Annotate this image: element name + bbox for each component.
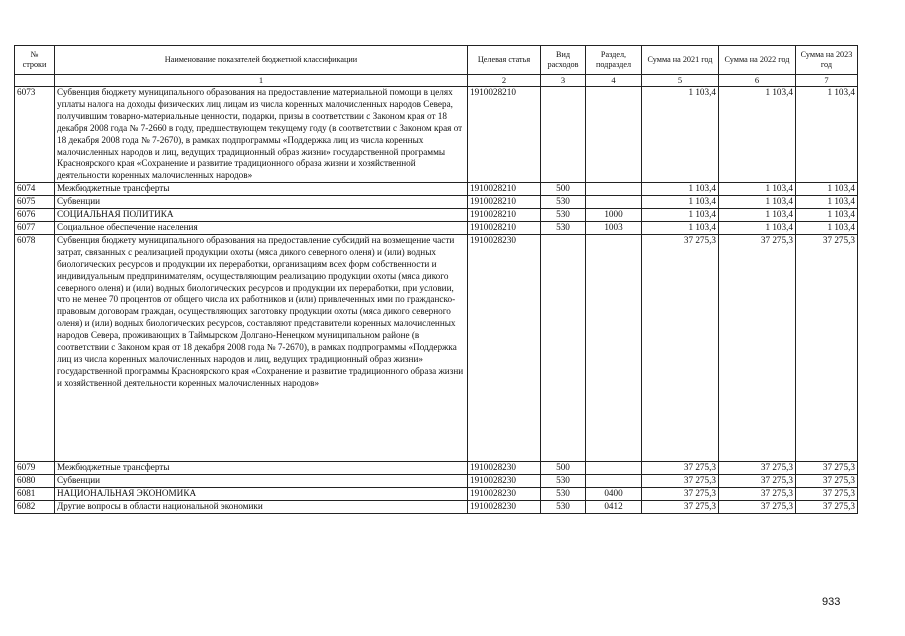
sum-2022: 37 275,3 bbox=[719, 487, 796, 500]
target-article: 1910028210 bbox=[468, 221, 541, 234]
header-row-number: № строки bbox=[15, 46, 55, 75]
target-article: 1910028230 bbox=[468, 500, 541, 513]
sum-2023: 37 275,3 bbox=[796, 500, 858, 513]
column-number bbox=[15, 75, 55, 87]
sum-2023: 1 103,4 bbox=[796, 209, 858, 222]
sum-2022: 37 275,3 bbox=[719, 474, 796, 487]
indicator-name: Социальное обеспечение населения bbox=[55, 221, 468, 234]
indicator-name: НАЦИОНАЛЬНАЯ ЭКОНОМИКА bbox=[55, 487, 468, 500]
table-row bbox=[15, 474, 858, 487]
indicator-name: Субвенция бюджету муниципального образования на предоставление субсидий на возмещение части затрат, связанных с реализацией продукции охоты (мяса дикого северного оленя) и (или) водных биологических ресурсов и продукции их переработки, организациям всех форм собственности и индивидуальным предпринимателям, осуществляющим реализацию продукции охоты (мяса дикого северного оленя) и (или) водных биологических ресурсов и продукции их переработки, при условии, что не менее 70 процентов от общего числа их работников и (или) привлеченных ими по гражданско-правовым договорам граждан, осуществляющих заготовку продукции охоты (мяса дикого северного оленя) и (или) водных биологических ресурсов, составляют представители коренных малочисленных народов Севера, проживающих в Таймырском Долгано-Ненецком муниципальном районе (в соответствии с Законом края от 18 декабря 2008 года № 7-2670), в рамках подпрограммы «Поддержка лиц из числа коренных малочисленных народов и лиц, ведущих традиционный образ жизни» государственной программы Красноярского края «Сохранение и развитие традиционного образа жизни и хозяйственной деятельности коренных малочисленных народов» bbox=[55, 234, 468, 461]
target-article: 1910028230 bbox=[468, 461, 541, 474]
table-row bbox=[15, 221, 858, 234]
sum-2022: 1 103,4 bbox=[719, 196, 796, 209]
row-number: 6082 bbox=[15, 500, 55, 513]
sum-2021: 37 275,3 bbox=[642, 234, 719, 461]
indicator-name: Межбюджетные трансферты bbox=[55, 461, 468, 474]
target-article: 1910028210 bbox=[468, 196, 541, 209]
header-row bbox=[15, 46, 858, 75]
indicator-name: Субвенции bbox=[55, 474, 468, 487]
sum-2023: 37 275,3 bbox=[796, 474, 858, 487]
target-article: 1910028230 bbox=[468, 474, 541, 487]
section-code bbox=[586, 474, 642, 487]
sum-2021: 1 103,4 bbox=[642, 209, 719, 222]
table-row bbox=[15, 500, 858, 513]
header-sum-2023: Сумма на 2023 год bbox=[796, 46, 858, 75]
sum-2021: 37 275,3 bbox=[642, 461, 719, 474]
row-number: 6081 bbox=[15, 487, 55, 500]
indicator-name: Межбюджетные трансферты bbox=[55, 183, 468, 196]
table-row bbox=[15, 183, 858, 196]
row-number: 6075 bbox=[15, 196, 55, 209]
table-row bbox=[15, 209, 858, 222]
column-number-row bbox=[15, 75, 858, 87]
indicator-name: Другие вопросы в области национальной экономики bbox=[55, 500, 468, 513]
section-code bbox=[586, 183, 642, 196]
expense-type: 500 bbox=[541, 183, 586, 196]
row-number: 6078 bbox=[15, 234, 55, 461]
row-number: 6074 bbox=[15, 183, 55, 196]
section-code bbox=[586, 196, 642, 209]
row-number: 6079 bbox=[15, 461, 55, 474]
sum-2023: 1 103,4 bbox=[796, 221, 858, 234]
column-number: 6 bbox=[719, 75, 796, 87]
sum-2023: 37 275,3 bbox=[796, 234, 858, 461]
row-number: 6073 bbox=[15, 87, 55, 183]
row-number: 6080 bbox=[15, 474, 55, 487]
indicator-name: Субвенция бюджету муниципального образования на предоставление материальной помощи в целях уплаты налога на доходы физических лиц лицам из числа коренных малочисленных народов Севера, получившим товарно-материальные ценности, подарки, призы в соответствии с Законом края от 18 декабря 2008 года № 7-2660 в году, предшествующем текущему году (в соответствии с Законом края от 18 декабря 2008 года № 7-2670), в рамках подпрограммы «Поддержка лиц из числа коренных малочисленных народов и лиц, ведущих традиционный образ жизни» государственной программы Красноярского края «Сохранение и развитие традиционного образа жизни и хозяйственной деятельности коренных малочисленных народов» bbox=[55, 87, 468, 183]
sum-2021: 37 275,3 bbox=[642, 474, 719, 487]
sum-2022: 37 275,3 bbox=[719, 500, 796, 513]
row-number: 6077 bbox=[15, 221, 55, 234]
section-code: 0400 bbox=[586, 487, 642, 500]
header-section: Раздел, подраздел bbox=[586, 46, 642, 75]
section-code bbox=[586, 87, 642, 183]
sum-2022: 37 275,3 bbox=[719, 461, 796, 474]
sum-2021: 1 103,4 bbox=[642, 196, 719, 209]
header-sum-2022: Сумма на 2022 год bbox=[719, 46, 796, 75]
table-row bbox=[15, 87, 858, 183]
target-article: 1910028230 bbox=[468, 234, 541, 461]
table-row bbox=[15, 487, 858, 500]
indicator-name: СОЦИАЛЬНАЯ ПОЛИТИКА bbox=[55, 209, 468, 222]
header-target-article: Целевая статья bbox=[468, 46, 541, 75]
page-number: 933 bbox=[822, 596, 841, 608]
row-number: 6076 bbox=[15, 209, 55, 222]
table-row bbox=[15, 461, 858, 474]
column-number: 1 bbox=[55, 75, 468, 87]
header-sum-2021: Сумма на 2021 год bbox=[642, 46, 719, 75]
table-row bbox=[15, 234, 858, 461]
section-code: 1003 bbox=[586, 221, 642, 234]
sum-2021: 37 275,3 bbox=[642, 487, 719, 500]
sum-2023: 1 103,4 bbox=[796, 183, 858, 196]
section-code: 1000 bbox=[586, 209, 642, 222]
target-article: 1910028210 bbox=[468, 87, 541, 183]
sum-2022: 1 103,4 bbox=[719, 183, 796, 196]
sum-2023: 37 275,3 bbox=[796, 461, 858, 474]
column-number: 5 bbox=[642, 75, 719, 87]
sum-2021: 1 103,4 bbox=[642, 221, 719, 234]
sum-2021: 1 103,4 bbox=[642, 183, 719, 196]
sum-2021: 37 275,3 bbox=[642, 500, 719, 513]
sum-2023: 37 275,3 bbox=[796, 487, 858, 500]
table-row bbox=[15, 196, 858, 209]
sum-2021: 1 103,4 bbox=[642, 87, 719, 183]
sum-2023: 1 103,4 bbox=[796, 196, 858, 209]
expense-type bbox=[541, 87, 586, 183]
expense-type: 530 bbox=[541, 500, 586, 513]
column-number: 7 bbox=[796, 75, 858, 87]
column-number: 2 bbox=[468, 75, 541, 87]
sum-2022: 1 103,4 bbox=[719, 87, 796, 183]
expense-type: 530 bbox=[541, 196, 586, 209]
section-code: 0412 bbox=[586, 500, 642, 513]
expense-type: 530 bbox=[541, 209, 586, 222]
expense-type: 530 bbox=[541, 487, 586, 500]
column-number: 3 bbox=[541, 75, 586, 87]
budget-table bbox=[14, 45, 858, 514]
header-expense-type: Вид расходов bbox=[541, 46, 586, 75]
column-number: 4 bbox=[586, 75, 642, 87]
sum-2022: 1 103,4 bbox=[719, 221, 796, 234]
expense-type: 530 bbox=[541, 474, 586, 487]
expense-type bbox=[541, 234, 586, 461]
expense-type: 530 bbox=[541, 221, 586, 234]
indicator-name: Субвенции bbox=[55, 196, 468, 209]
sum-2022: 37 275,3 bbox=[719, 234, 796, 461]
target-article: 1910028210 bbox=[468, 209, 541, 222]
sum-2022: 1 103,4 bbox=[719, 209, 796, 222]
expense-type: 500 bbox=[541, 461, 586, 474]
target-article: 1910028230 bbox=[468, 487, 541, 500]
section-code bbox=[586, 234, 642, 461]
target-article: 1910028210 bbox=[468, 183, 541, 196]
sum-2023: 1 103,4 bbox=[796, 87, 858, 183]
header-indicator-name: Наименование показателей бюджетной классификации bbox=[55, 46, 468, 75]
section-code bbox=[586, 461, 642, 474]
